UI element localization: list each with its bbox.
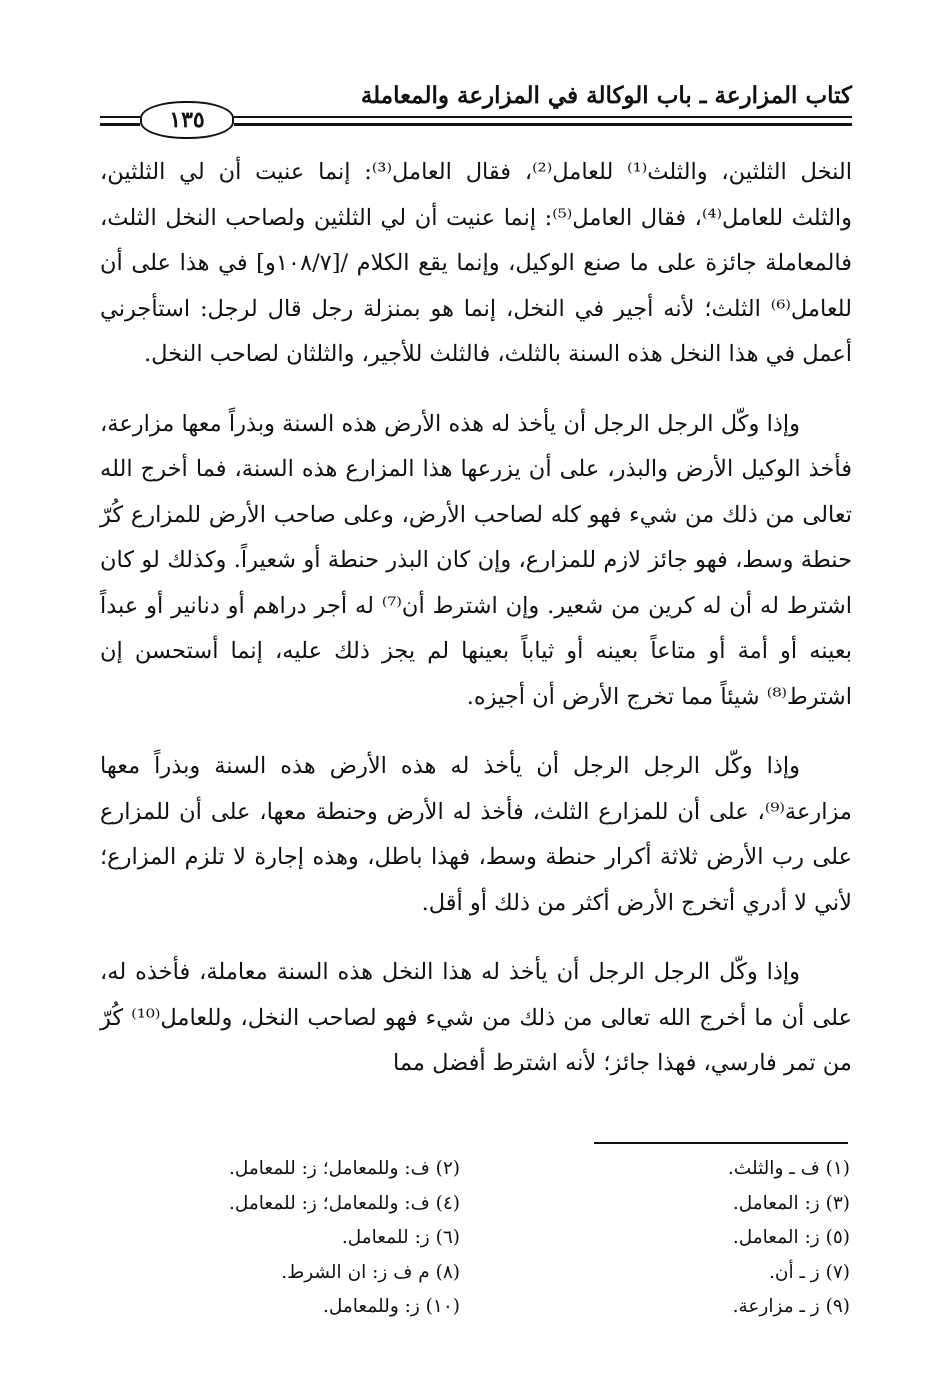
page-number-frame: [140, 101, 234, 139]
footnote-8: (٨) م ف ز: ان الشرط.: [281, 1261, 460, 1283]
footnote-6: (٦) ز: للمعامل.: [341, 1227, 460, 1248]
paragraph-3: وإذا وكّل الرجل الرجل أن يأخذ له هذه الأرض هذه السنة وبذراً معها مزارعة⁽⁹⁾، على أن للمزارع الثلث، فأخذ له الأرض وحنطة معها، على أن للمزارع على رب الأرض ثلاثة أكرار حنطة وسط، فهذا باطل، وهذه إجارة لا تلزم المزارع؛ لأني لا أدري أتخرج الأرض أكثر من ذلك أو أقل.: [100, 753, 852, 916]
page-number: ١٣٥: [140, 101, 234, 139]
footnotes-right-column: [550, 1152, 850, 1325]
paragraph-1: النخل الثلثين، والثلث⁽¹⁾ للعامل⁽²⁾، فقال العامل⁽³⁾: إنما عنيت أن لي الثلثين، والثلث للعامل⁽⁴⁾، فقال العامل⁽⁵⁾: إنما عنيت أن لي الثلثين ولصاحب النخل الثلث، فالمعاملة جائزة على ما صنع الوكيل، وإنما يقع الكلام /[١٠٨/٧و] في هذا على أن للعامل⁽⁶⁾ الثلث؛ لأنه أجير في النخل، إنما هو بمنزلة رجل قال لرجل: استأجرني أعمل في هذا النخل هذه السنة بالثلث، فالثلث للأجير، والثلثان لصاحب النخل.: [100, 159, 852, 367]
paragraph-4: وإذا وكّل الرجل الرجل أن يأخذ له هذا النخل هذه السنة معاملة، فأخذه له، على أن ما أخرج الله تعالى من ذلك من شيء فهو لصاحب النخل، وللعامل⁽¹⁰⁾ كُرّ من تمر فارسي، فهذا جائز؛ لأنه اشترط أفضل مما: [100, 959, 852, 1076]
footnotes-left-column: [160, 1152, 460, 1325]
footnote-5: (٥) ز: المعامل.: [732, 1227, 850, 1248]
footnote-1: (١) ف ـ والثلث.: [727, 1158, 850, 1179]
main-text: [100, 150, 852, 1111]
running-title: كتاب المزارعة ـ باب الوكالة في المزارعة والمعاملة: [360, 82, 852, 109]
paragraph-2: وإذا وكّل الرجل الرجل أن يأخذ له هذه الأرض هذه السنة وبذراً معها مزارعة، فأخذ الوكيل الأرض والبذر، على أن يزرعها هذا المزارع هذه السنة، فما أخرج الله تعالى من ذلك من شيء فهو كله لصاحب الأرض، وعلى صاحب الأرض للمزارع كُرّ حنطة وسط، فهو جائز لازم للمزارع، وإن كان البذر حنطة أو شعيراً. وكذلك لو كان اشترط له أن له كرين من شعير. وإن اشترط أن⁽⁷⁾ له أجر دراهم أو دنانير أو عبداً بعينه أو أمة أو متاعاً بعينه أو ثياباً بعينها لم يجز ذلك عليه، إنما أستحسن إن اشترط⁽⁸⁾ شيئاً مما تخرج الأرض أن أجيزه.: [100, 410, 852, 710]
footnote-3: (٣) ز: المعامل.: [732, 1192, 850, 1214]
footnote-2: (٢) ف: وللمعامل؛ ز: للمعامل.: [228, 1158, 460, 1179]
footnote-separator: [594, 1142, 848, 1144]
footnote-4: (٤) ف: وللمعامل؛ ز: للمعامل.: [228, 1192, 460, 1214]
footnote-7: (٧) ز ـ أن.: [769, 1261, 850, 1283]
footnote-9: (٩) ز ـ مزارعة.: [732, 1296, 850, 1317]
footnote-10: (١٠) ز: وللمعامل.: [323, 1296, 460, 1317]
page-header: [100, 82, 852, 142]
